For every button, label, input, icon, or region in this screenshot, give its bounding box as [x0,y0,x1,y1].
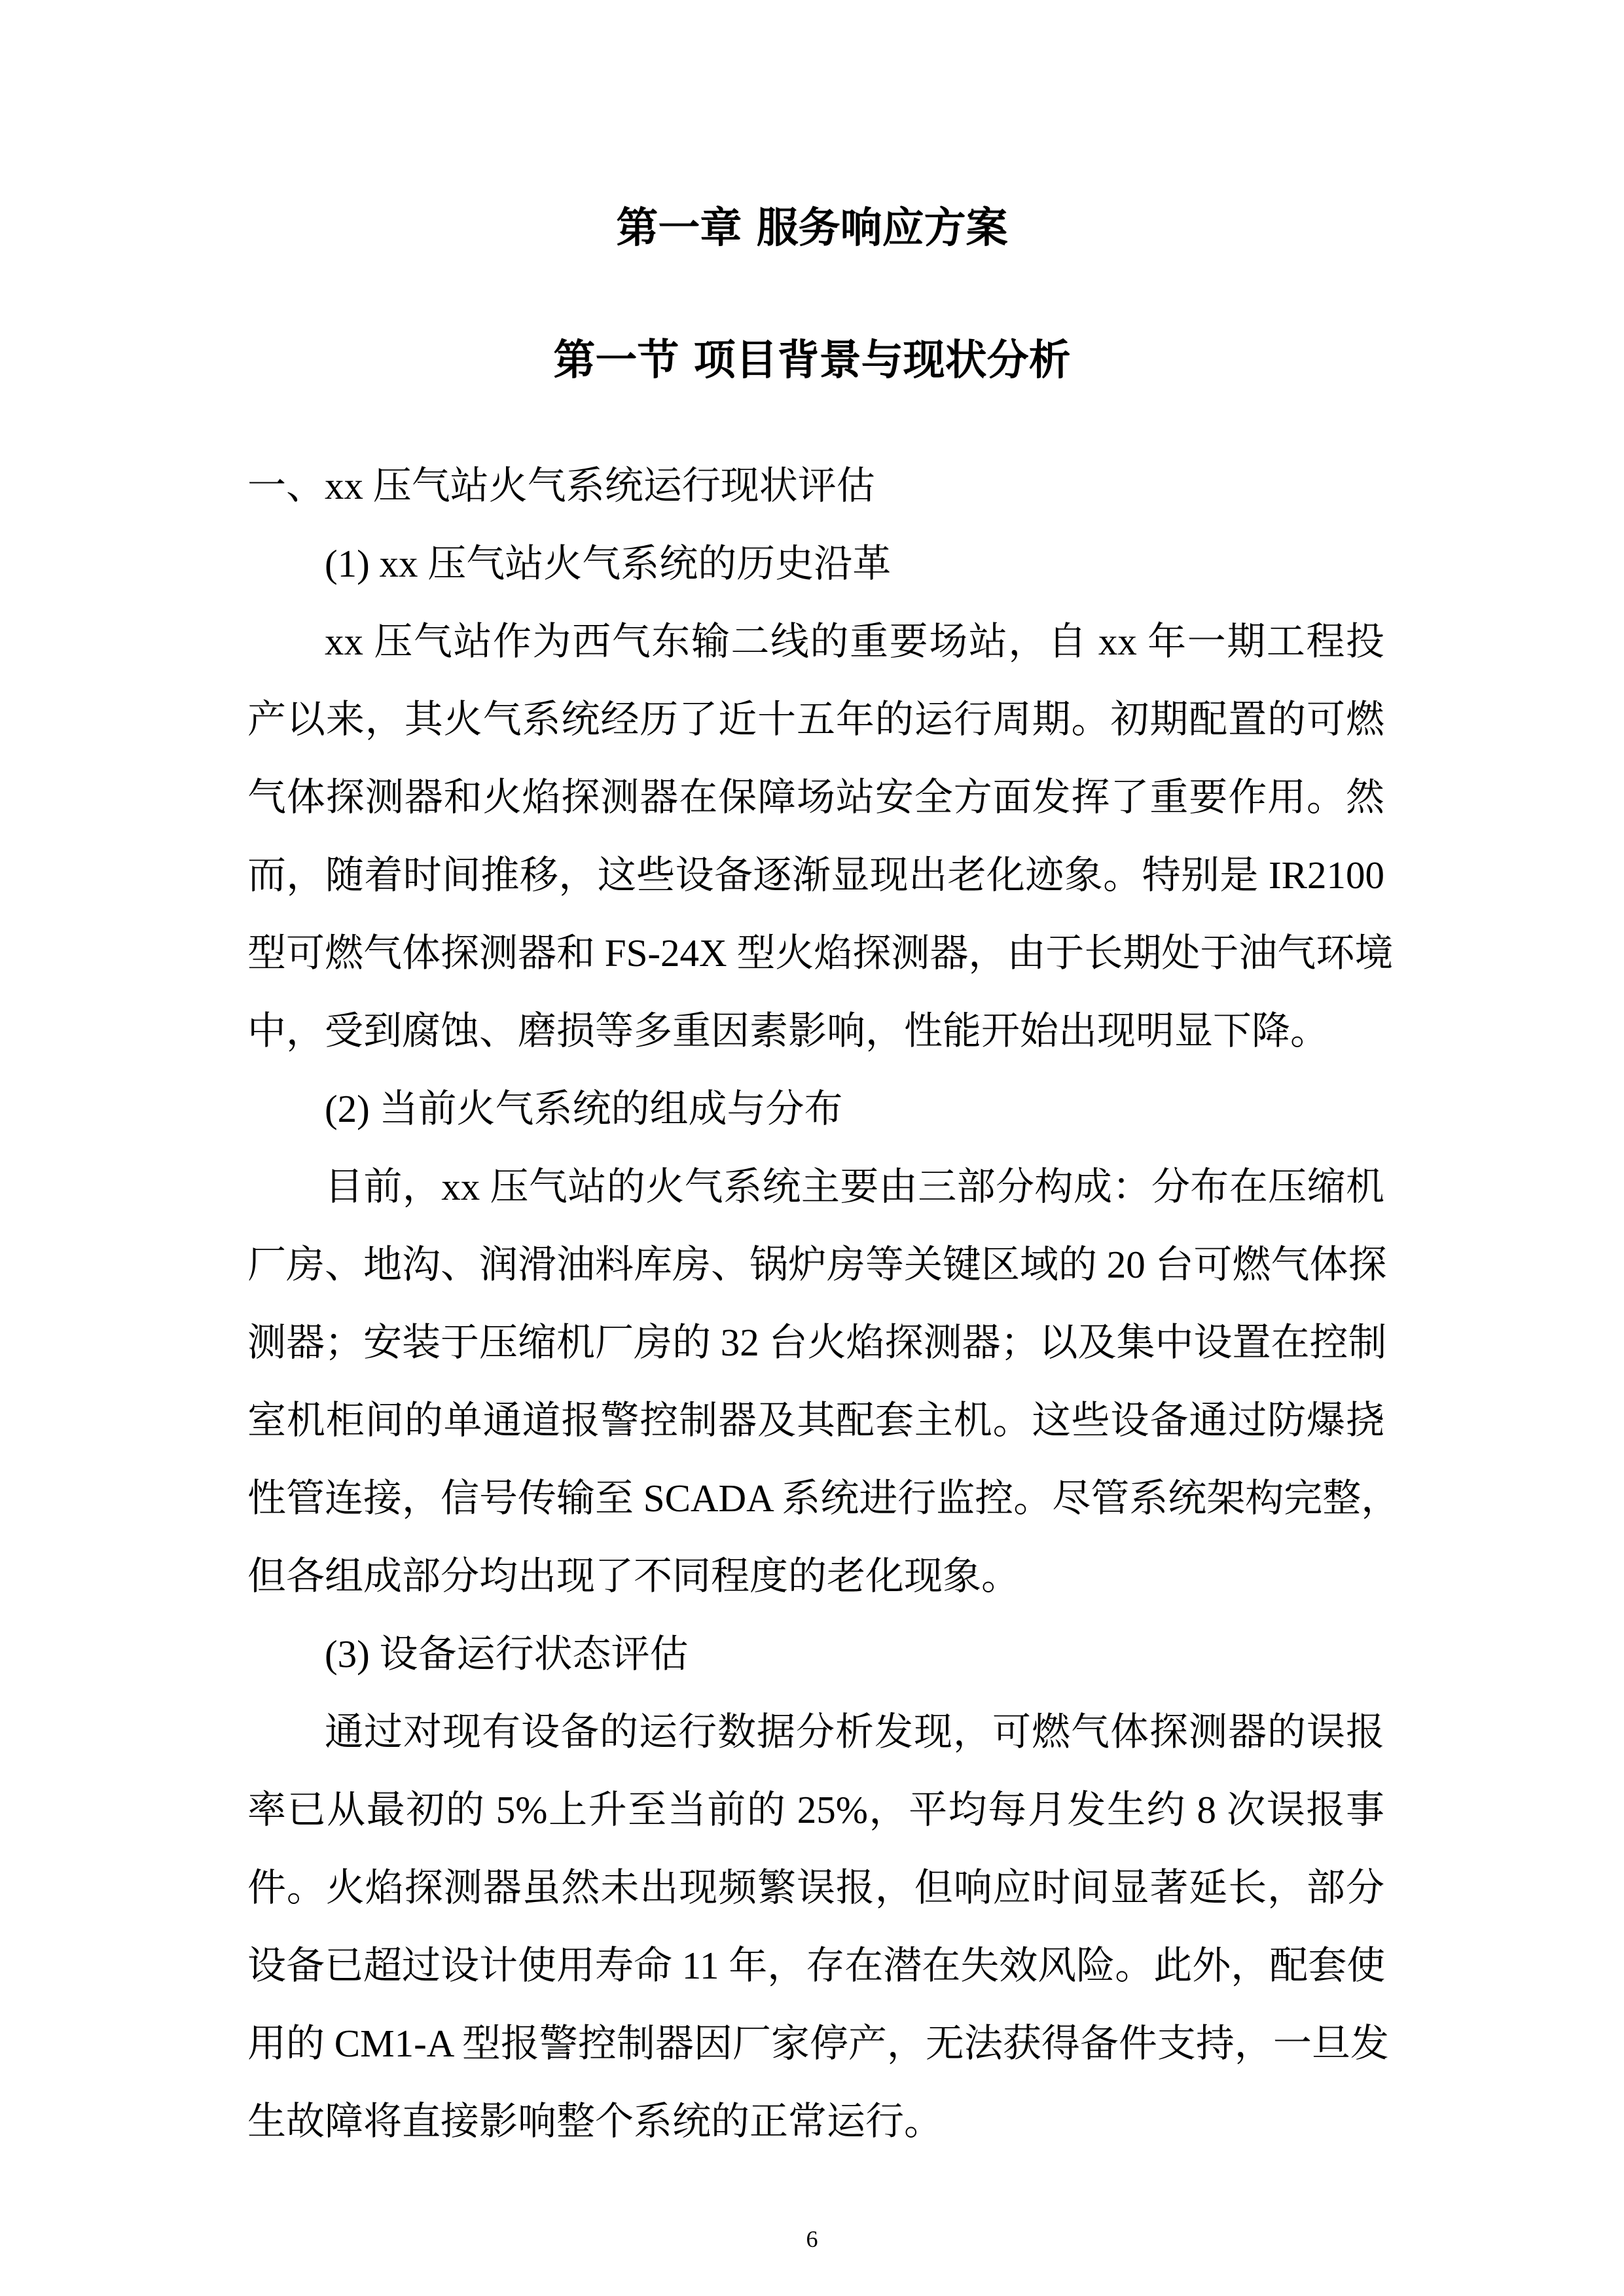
subheading: (3) 设备运行状态评估 [325,1632,689,1676]
chapter-title: 第一章 服务响应方案 [616,204,1008,253]
paragraph-line: 但各组成部分均出现了不同程度的老化现象。 [247,1554,1020,1598]
paragraph-line: 设备已超过设计使用寿命 11 年，存在潜在失效风险。此外，配套使 [247,1944,1386,1987]
paragraph-line: 目前，xx 压气站的火气系统主要由三部分构成：分布在压缩机 [325,1165,1384,1208]
subheading: (1) xx 压气站火气系统的历史沿革 [325,542,892,585]
paragraph-line: 率已从最初的 5%上升至当前的 25%，平均每月发生约 8 次误报事 [247,1788,1384,1831]
paragraph-line: xx 压气站作为西气东输二线的重要场站，自 xx 年一期工程投 [325,620,1384,663]
paragraph-line: 产以来，其火气系统经历了近十五年的运行周期。初期配置的可燃 [247,698,1384,741]
heading: 一、xx 压气站火气系统运行现状评估 [247,464,875,507]
paragraph-line: 中，受到腐蚀、磨损等多重因素影响，性能开始出现明显下降。 [247,1009,1329,1052]
paragraph-line: 测器；安装于压缩机厂房的 32 台火焰探测器；以及集中设置在控制 [247,1321,1387,1364]
paragraph-line: 而，随着时间推移，这些设备逐渐显现出老化迹象。特别是 IR2100 [247,853,1384,897]
paragraph-line: 室机柜间的单通道报警控制器及其配套主机。这些设备通过防爆挠 [247,1399,1384,1442]
paragraph-line: 件。火焰探测器虽然未出现频繁误报，但响应时间显著延长，部分 [247,1866,1384,1909]
subheading: (2) 当前火气系统的组成与分布 [325,1087,843,1130]
paragraph-line: 性管连接，信号传输至 SCADA 系统进行监控。尽管系统架构完整， [247,1477,1400,1520]
paragraph-line: 用的 CM1-A 型报警控制器因厂家停产，无法获得备件支持，一旦发 [247,2022,1389,2065]
page-number: 6 [806,2226,818,2252]
paragraph-line: 型可燃气体探测器和 FS-24X 型火焰探测器，由于长期处于油气环境 [247,931,1394,975]
paragraph-line: 气体探测器和火焰探测器在保障场站安全方面发挥了重要作用。然 [247,776,1384,819]
paragraph-line: 厂房、地沟、润滑油料库房、锅炉房等关键区域的 20 台可燃气体探 [247,1243,1387,1286]
paragraph-line: 生故障将直接影响整个系统的正常运行。 [247,2100,943,2143]
paragraph-line: 通过对现有设备的运行数据分析发现，可燃气体探测器的误报 [325,1710,1384,1753]
section-title: 第一节 项目背景与现状分析 [553,336,1071,385]
